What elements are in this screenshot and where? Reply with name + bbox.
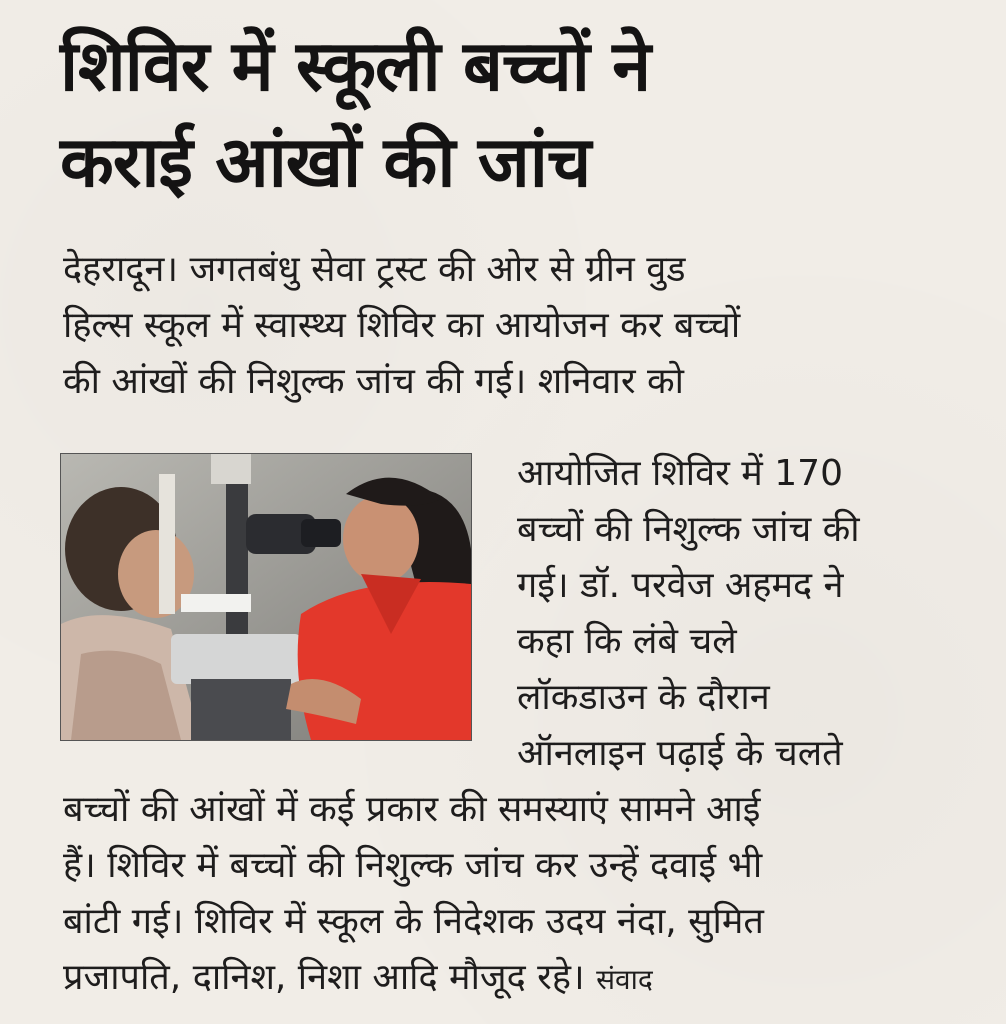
body-line: हैं। शिविर में बच्चों की निशुल्क जांच कर उन्हें दवाई भी bbox=[63, 845, 763, 886]
article-body-side bbox=[517, 446, 860, 782]
body-line: बांटी गई। शिविर में स्कूल के निदेशक उदय नंदा, सुमित bbox=[63, 901, 764, 942]
photo-illustration bbox=[61, 454, 471, 740]
article-body-top bbox=[63, 242, 740, 410]
body-line: ऑनलाइन पढ़ाई के चलते bbox=[517, 733, 843, 774]
eye-examination-photo bbox=[60, 453, 472, 741]
byline: संवाद bbox=[596, 963, 653, 996]
body-line: बच्चों की निशुल्क जांच की bbox=[517, 509, 860, 550]
body-line: देहरादून। जगतबंधु सेवा ट्रस्ट की ओर से ग्रीन वुड bbox=[63, 249, 686, 290]
body-line: बच्चों की आंखों में कई प्रकार की समस्याएं सामने आई bbox=[63, 789, 761, 830]
body-line: लॉकडाउन के दौरान bbox=[517, 677, 770, 718]
headline-line-2: कराई आंखों की जांच bbox=[60, 121, 591, 203]
article-body-bottom bbox=[63, 782, 764, 1008]
body-line: गई। डॉ. परवेज अहमद ने bbox=[517, 565, 844, 606]
headline-line-1: शिविर में स्कूली बच्चों ने bbox=[60, 25, 651, 107]
headline bbox=[60, 18, 960, 210]
body-line: कहा कि लंबे चले bbox=[517, 621, 737, 662]
body-line: की आंखों की निशुल्क जांच की गई। शनिवार को bbox=[63, 361, 684, 402]
body-line-last bbox=[63, 950, 764, 1008]
body-line: आयोजित शिविर में 170 bbox=[517, 453, 843, 494]
body-line-text: प्रजापति, दानिश, निशा आदि मौजूद रहे। bbox=[63, 957, 585, 998]
body-line: हिल्स स्कूल में स्वास्थ्य शिविर का आयोजन कर बच्चों bbox=[63, 305, 741, 346]
